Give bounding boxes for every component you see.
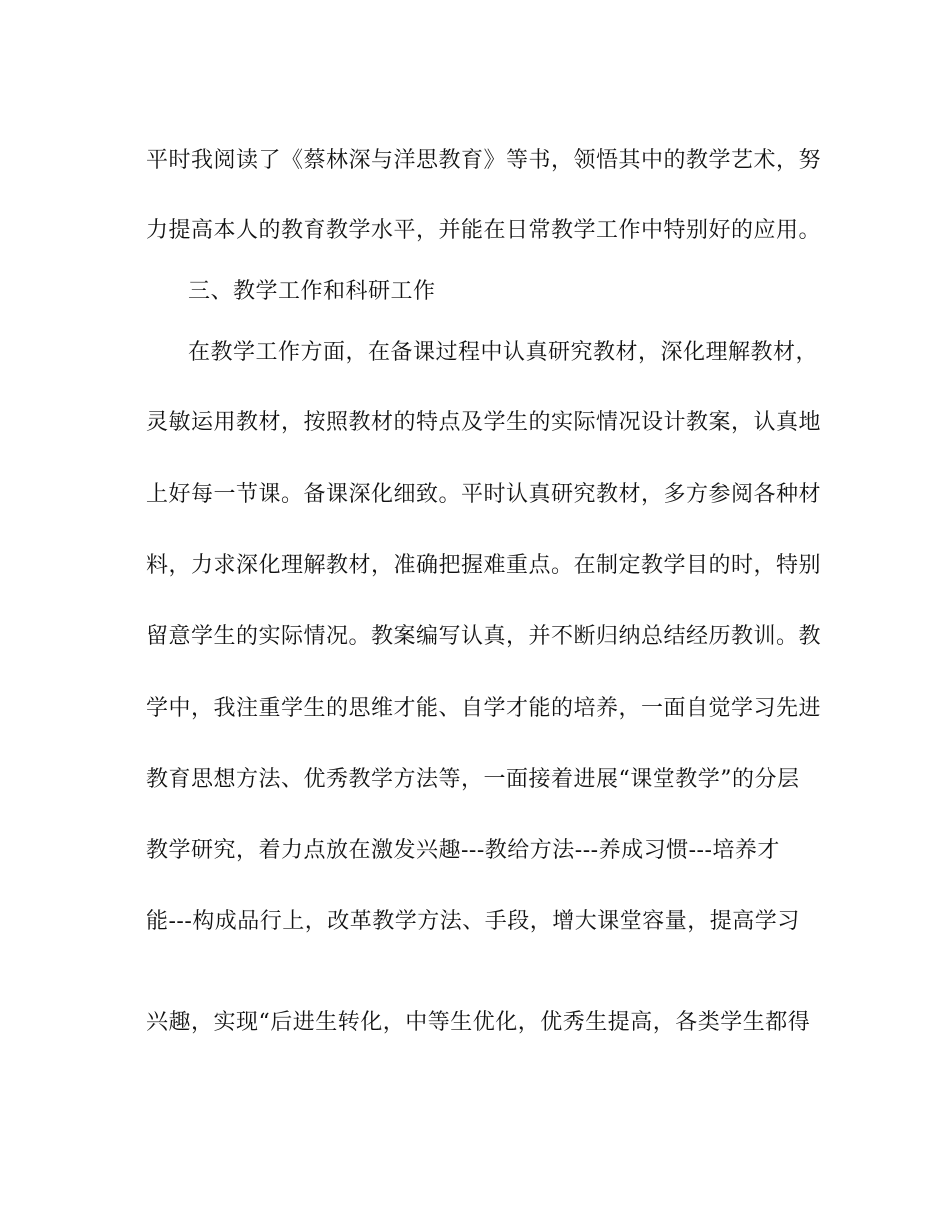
paragraph-line: 教学研究，着力点放在激发兴趣---教给方法---养成习惯---培养才	[146, 838, 780, 863]
paragraph-line: 留意学生的实际情况。教案编写认真，并不断归纳总结经历教训。教	[146, 624, 822, 649]
paragraph-line: 学中，我注重学生的思维才能、自学才能的培养，一面自觉学习先进	[146, 696, 822, 721]
paragraph-line: 灵敏运用教材，按照教材的特点及学生的实际情况设计教案，认真地	[146, 410, 822, 435]
paragraph-line: 能---构成品行上，改革教学方法、手段，增大课堂容量，提高学习	[146, 909, 800, 934]
paragraph-line: 力提高本人的教育教学水平，并能在日常教学工作中特别好的应用。	[146, 218, 822, 243]
paragraph-line: 在教学工作方面，在备课过程中认真研究教材，深化理解教材，	[188, 340, 819, 365]
section-heading: 三、教学工作和科研工作	[188, 279, 436, 304]
paragraph-line: 平时我阅读了《蔡林深与洋思教育》等书，领悟其中的教学艺术，努	[146, 148, 822, 173]
paragraph-line: 兴趣，实现“后进生转化，中等生优化，优秀生提高，各类学生都得	[146, 1010, 811, 1035]
paragraph-line: 教育思想方法、优秀教学方法等，一面接着进展“课堂教学”的分层	[146, 767, 800, 792]
paragraph-line: 上好每一节课。备课深化细致。平时认真研究教材，多方参阅各种材	[146, 482, 822, 507]
paragraph-line: 料，力求深化理解教材，准确把握难重点。在制定教学目的时，特别	[146, 553, 822, 578]
